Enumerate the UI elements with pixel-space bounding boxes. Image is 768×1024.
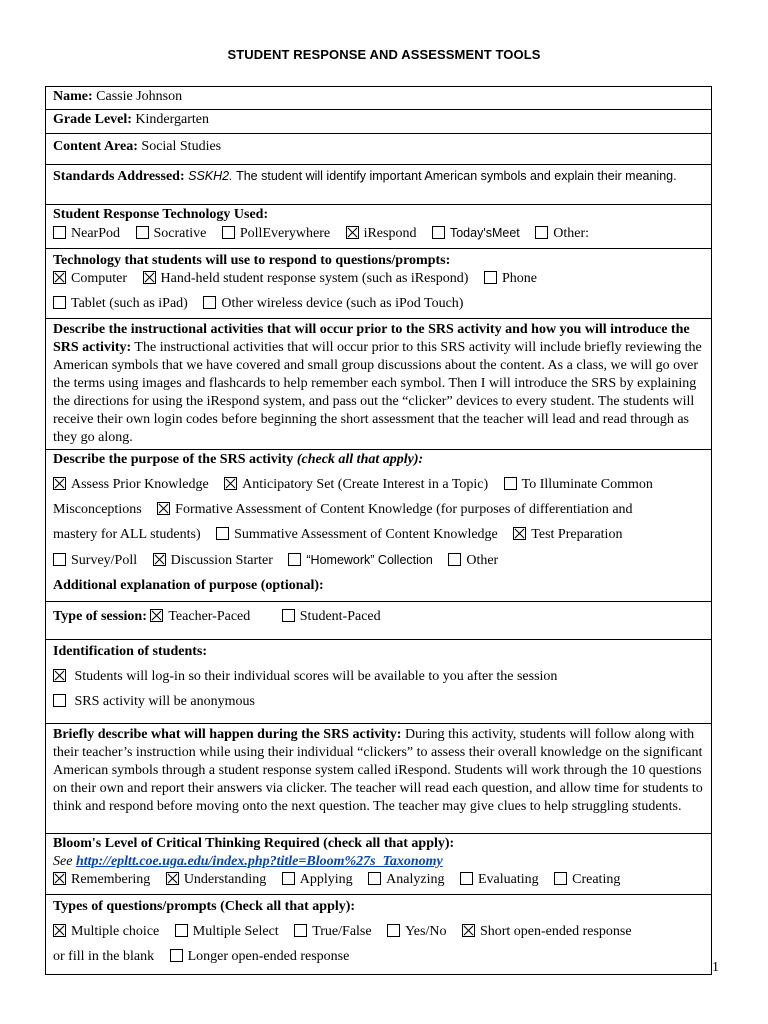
standards-label: Standards Addressed:: [53, 169, 185, 184]
option-label: Other:: [553, 226, 590, 241]
option-homework[interactable]: [288, 551, 432, 570]
option-true-false[interactable]: [294, 923, 371, 941]
additional-label: Additional explanation of purpose (optional):: [53, 578, 324, 593]
option-label: SRS activity will be anonymous: [74, 694, 255, 709]
checkbox-icon[interactable]: [136, 226, 149, 239]
checked-box-icon[interactable]: [53, 924, 66, 937]
option-computer[interactable]: [53, 270, 127, 288]
option-anticipatory[interactable]: [224, 476, 488, 494]
option-polleverywhere[interactable]: [222, 225, 330, 243]
option-label: Phone: [501, 271, 537, 286]
prior-row: [46, 319, 712, 450]
option-label: Short open-ended response: [479, 924, 632, 939]
option-other[interactable]: [535, 225, 589, 243]
session-label: Type of session:: [53, 609, 147, 624]
content-area-label: Content Area:: [53, 139, 138, 154]
checkbox-icon[interactable]: [554, 872, 567, 885]
option-label: Other: [466, 553, 499, 568]
checked-box-icon[interactable]: [224, 477, 237, 490]
option-label: Teacher-Paced: [168, 609, 251, 624]
checked-box-icon[interactable]: [462, 924, 475, 937]
option-label: Hand-held student response system (such as iRespond): [160, 271, 469, 286]
option-label: Remembering: [71, 872, 151, 887]
option-label: NearPod: [71, 226, 120, 241]
bloom-see: See: [53, 854, 73, 869]
page-number: 1: [712, 960, 719, 975]
checked-box-icon[interactable]: [150, 609, 163, 622]
option-summative[interactable]: [216, 526, 498, 544]
checkbox-icon[interactable]: [170, 949, 183, 962]
standards-code: SSKH2.: [188, 169, 233, 183]
checkbox-icon[interactable]: [448, 553, 461, 566]
prior-text: The instructional activities that will occur prior to this SRS activity will include briefly reviewing the American symbols that we have covered and small group discussions about the content. As a class, we will go over the terms using images and flashcards to help remember each symbol. Then I will introduce the SRS by explaining the directions for using the iRespond system, and pass out the “clicker” devices to every student. The students will receive their own login codes before beginning the short assessment that the teacher will lead and read through as they go along.: [53, 340, 702, 445]
identification-label: Identification of students:: [53, 644, 208, 659]
content-area-row: [46, 134, 712, 165]
checkbox-icon[interactable]: [53, 694, 66, 707]
checkbox-icon[interactable]: [53, 296, 66, 309]
checkbox-icon[interactable]: [294, 924, 307, 937]
checked-box-icon[interactable]: [346, 226, 359, 239]
option-label: iRespond: [363, 226, 417, 241]
name-value: Cassie Johnson: [96, 89, 183, 104]
checkbox-icon[interactable]: [53, 226, 66, 239]
questions-row: [46, 895, 712, 975]
checkbox-icon[interactable]: [387, 924, 400, 937]
option-remembering[interactable]: [53, 871, 150, 889]
content-area-value: Social Studies: [141, 139, 222, 154]
standards-text: The student will identify important American symbols and explain their meaning.: [236, 169, 677, 183]
option-label: True/False: [312, 924, 372, 939]
checked-box-icon[interactable]: [53, 669, 66, 682]
checked-box-icon[interactable]: [53, 271, 66, 284]
grade-row: [46, 110, 712, 134]
option-discussion[interactable]: [153, 552, 273, 570]
bloom-row: [46, 834, 712, 895]
option-misconceptions-cont: [53, 501, 142, 519]
option-tablet[interactable]: [53, 295, 188, 313]
name-label: Name:: [53, 89, 93, 104]
checkbox-icon[interactable]: [368, 872, 381, 885]
checkbox-icon[interactable]: [203, 296, 216, 309]
option-label: Tablet (such as iPad): [71, 296, 188, 311]
checked-box-icon[interactable]: [166, 872, 179, 885]
option-applying[interactable]: [282, 871, 353, 889]
option-fill-blank-cont: [53, 948, 154, 966]
option-assess-prior[interactable]: [53, 476, 209, 494]
option-label: Longer open-ended response: [187, 949, 350, 964]
option-label: Misconceptions: [53, 502, 142, 517]
checkbox-icon[interactable]: [282, 872, 295, 885]
bloom-label: Bloom's Level of Critical Thinking Required (check all that apply):: [53, 836, 455, 851]
checkbox-icon[interactable]: [216, 527, 229, 540]
option-label: Understanding: [183, 872, 267, 887]
option-label: Formative Assessment of Content Knowledge (for purposes of differentiation and: [175, 502, 633, 517]
option-label: Evaluating: [477, 872, 539, 887]
option-label: Summative Assessment of Content Knowledge: [234, 527, 498, 542]
option-test-prep[interactable]: [513, 526, 622, 544]
checked-box-icon[interactable]: [157, 502, 170, 515]
option-analyzing[interactable]: [368, 871, 444, 889]
page-title: STUDENT RESPONSE AND ASSESSMENT TOOLS: [227, 47, 541, 62]
option-label: or fill in the blank: [53, 949, 155, 964]
prior-label: Describe the instructional activities that will occur prior to the SRS activity and how you will introduce the SRS activity:: [53, 322, 690, 355]
checkbox-icon[interactable]: [175, 924, 188, 937]
option-evaluating[interactable]: [460, 871, 539, 889]
purpose-row: [46, 450, 712, 602]
during-label: Briefly describe what will happen during the SRS activity:: [53, 727, 402, 742]
checkbox-icon[interactable]: [535, 226, 548, 239]
checkbox-icon[interactable]: [484, 271, 497, 284]
option-formative[interactable]: [157, 501, 632, 519]
option-nearpod[interactable]: [53, 225, 120, 243]
option-other-wireless[interactable]: [203, 295, 463, 313]
checkbox-icon[interactable]: [222, 226, 235, 239]
grade-label: Grade Level:: [53, 112, 132, 127]
option-login[interactable]: [53, 668, 704, 686]
option-multiple-choice[interactable]: [53, 923, 159, 941]
option-yes-no[interactable]: [387, 923, 446, 941]
option-irespond[interactable]: [346, 225, 417, 243]
option-mastery-cont: [53, 526, 201, 544]
option-phone[interactable]: [484, 270, 537, 288]
option-label: Survey/Poll: [71, 553, 138, 568]
option-label: mastery for ALL students): [53, 527, 201, 542]
tech-row: [46, 249, 712, 319]
assessment-form: [45, 86, 712, 975]
option-survey[interactable]: [53, 552, 137, 570]
option-label: PollEverywhere: [239, 226, 331, 241]
checked-box-icon[interactable]: [53, 872, 66, 885]
option-label: Applying: [299, 872, 353, 887]
option-label: Multiple choice: [71, 924, 160, 939]
option-label: Discussion Starter: [170, 553, 273, 568]
standards-row: [46, 165, 712, 205]
srt-row: [46, 205, 712, 249]
option-label: To Illuminate Common: [521, 477, 653, 492]
during-text: During this activity, students will follow along with their teacher’s instruction while using their individual “clickers” to assess their overall knowledge on the significant American symbols through a student response system called iRespond. Students will work through the 10 questions on their own and report their answers via clicker. The teacher will read each question, and allow time for students to think and respond before moving onto the next question. The teacher may give clues to help struggling students.: [53, 727, 703, 814]
option-label: Test Preparation: [531, 527, 623, 542]
checkbox-icon[interactable]: [432, 226, 445, 239]
option-label: Anticipatory Set (Create Interest in a Topic): [242, 477, 489, 492]
option-teacher-paced[interactable]: [150, 608, 250, 626]
option-student-paced[interactable]: [282, 608, 381, 626]
option-label: Today'sMeet: [449, 226, 520, 240]
option-anonymous[interactable]: [53, 693, 704, 711]
checked-box-icon[interactable]: [143, 271, 156, 284]
checkbox-icon[interactable]: [288, 553, 301, 566]
option-longer-open[interactable]: [170, 948, 350, 966]
option-label: Other wireless device (such as iPod Touch): [221, 296, 464, 311]
option-multiple-select[interactable]: [175, 923, 279, 941]
checkbox-icon[interactable]: [53, 553, 66, 566]
option-socrative[interactable]: [136, 225, 207, 243]
checked-box-icon[interactable]: [153, 553, 166, 566]
option-purpose-other[interactable]: [448, 552, 498, 570]
option-handheld[interactable]: [143, 270, 469, 288]
option-label: Students will log-in so their individual scores will be available to you after the session: [74, 669, 558, 684]
grade-value: Kindergarten: [135, 112, 210, 127]
option-label: Computer: [71, 271, 127, 286]
option-creating[interactable]: [554, 871, 620, 889]
purpose-hint: (check all that apply):: [296, 452, 424, 467]
option-label: Multiple Select: [192, 924, 279, 939]
questions-label: Types of questions/prompts (Check all that apply):: [53, 899, 356, 914]
option-label: Creating: [572, 872, 621, 887]
option-label: “Homework” Collection: [306, 553, 433, 567]
tech-label: Technology that students will use to respond to questions/prompts:: [53, 253, 451, 268]
option-label: Student-Paced: [299, 609, 381, 624]
checkbox-icon[interactable]: [282, 609, 295, 622]
option-label: Socrative: [153, 226, 207, 241]
checkbox-icon[interactable]: [460, 872, 473, 885]
option-label: Yes/No: [405, 924, 447, 939]
option-illuminate[interactable]: [504, 476, 653, 494]
session-row: [46, 602, 712, 640]
checked-box-icon[interactable]: [513, 527, 526, 540]
option-label: Assess Prior Knowledge: [71, 477, 209, 492]
srt-label: Student Response Technology Used:: [53, 207, 269, 222]
option-label: Analyzing: [386, 872, 445, 887]
option-todaysmeet[interactable]: [432, 224, 520, 243]
checked-box-icon[interactable]: [53, 477, 66, 490]
name-row: [46, 87, 712, 110]
identification-row: [46, 640, 712, 724]
checkbox-icon[interactable]: [504, 477, 517, 490]
during-row: [46, 724, 712, 834]
option-short-open[interactable]: [462, 923, 632, 941]
option-understanding[interactable]: [166, 871, 266, 889]
purpose-label: Describe the purpose of the SRS activity: [53, 452, 294, 467]
bloom-link[interactable]: http://epltt.coe.uga.edu/index.php?title=Bloom%27s_Taxonomy: [75, 854, 443, 869]
